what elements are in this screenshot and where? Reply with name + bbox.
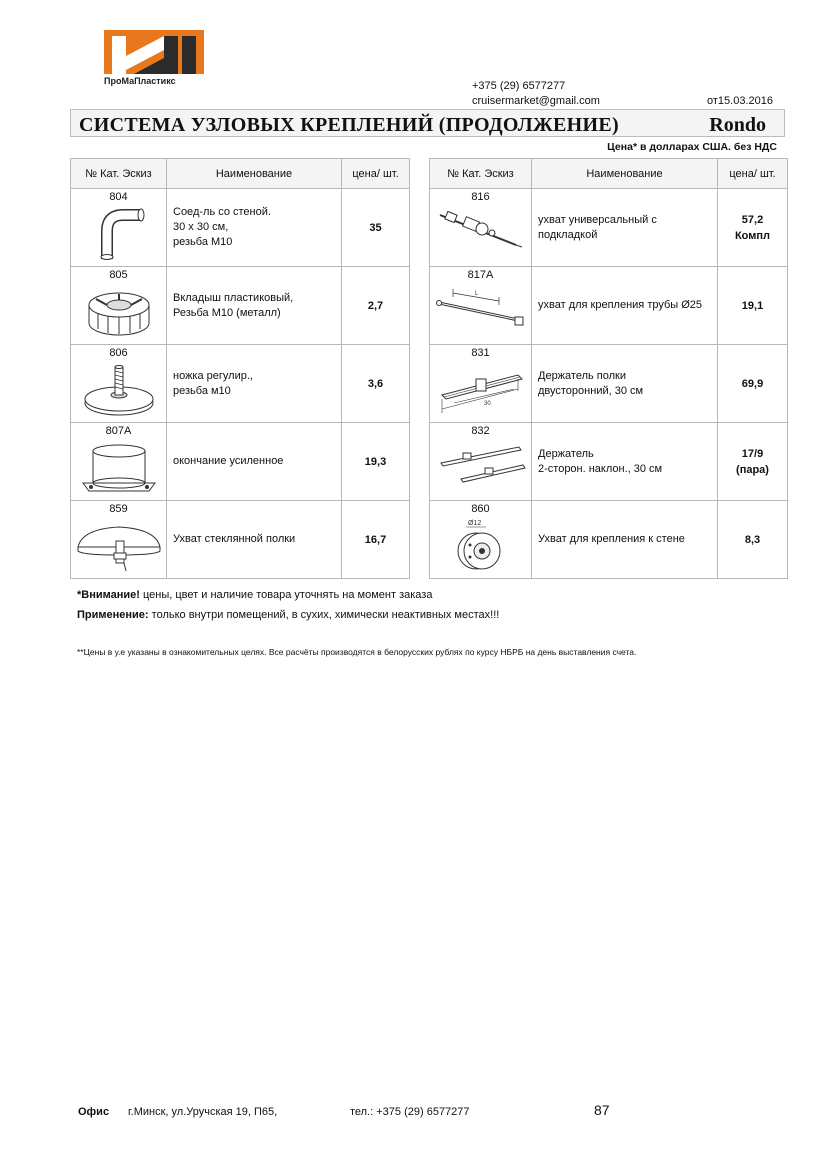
universal-clamp-icon bbox=[436, 205, 526, 255]
logo-text: ПроМаПластикс bbox=[104, 76, 176, 86]
price-table-right bbox=[429, 158, 788, 579]
usage-note bbox=[77, 609, 499, 621]
sketch-cell bbox=[71, 423, 167, 501]
adjustable-foot-icon bbox=[81, 361, 157, 419]
header-price: цена/ шт. bbox=[342, 159, 410, 189]
shelf-holder-icon bbox=[434, 361, 528, 419]
item-name: Соед-ль со стеной. 30 х 30 см, резьба М10 bbox=[167, 189, 342, 267]
dimension-label: 30 bbox=[483, 401, 491, 407]
sketch-cell bbox=[71, 267, 167, 345]
sketch-cell bbox=[430, 501, 532, 579]
sketch-cell bbox=[430, 345, 532, 423]
item-price: 19,1 bbox=[718, 267, 788, 345]
table-row bbox=[430, 501, 788, 579]
footer-phone: тел.: +375 (29) 6577277 bbox=[350, 1106, 470, 1118]
brand-name: Rondo bbox=[709, 114, 766, 136]
attention-text: цены, цвет и наличие товара уточнять на момент заказа bbox=[139, 589, 433, 601]
header-name: Наименование bbox=[532, 159, 718, 189]
inclined-holder-icon bbox=[435, 439, 527, 489]
sketch-cell bbox=[430, 267, 532, 345]
catalog-code: 859 bbox=[109, 503, 128, 515]
catalog-code: 831 bbox=[471, 347, 490, 359]
item-price: 2,7 bbox=[342, 267, 410, 345]
contact-email[interactable]: cruisermarket@gmail.com bbox=[472, 95, 600, 107]
footer-office-label: Офис bbox=[78, 1106, 110, 1118]
price-table-left bbox=[70, 158, 410, 579]
table-row bbox=[430, 423, 788, 501]
attention-label: *Внимание! bbox=[77, 589, 140, 601]
table-row bbox=[430, 345, 788, 423]
item-price: 3,6 bbox=[342, 345, 410, 423]
item-name: Ухват для крепления к стене bbox=[532, 501, 718, 579]
item-price: 8,3 bbox=[718, 501, 788, 579]
item-name: окончание усиленное bbox=[167, 423, 342, 501]
item-name: ножка регулир., резьба м10 bbox=[167, 345, 342, 423]
dimension-label: L bbox=[474, 291, 478, 297]
item-price: 19,3 bbox=[342, 423, 410, 501]
page-number: 87 bbox=[594, 1102, 610, 1118]
sketch-cell bbox=[71, 345, 167, 423]
catalog-code: 807A bbox=[105, 425, 132, 437]
pipe-clamp-icon bbox=[433, 283, 529, 337]
contact-phone: +375 (29) 6577277 bbox=[472, 80, 566, 92]
reinforced-cap-icon bbox=[79, 439, 159, 497]
sketch-cell bbox=[430, 189, 532, 267]
item-name: ухват универсальный с подкладкой bbox=[532, 189, 718, 267]
header-sketch: № Кат. Эскиз bbox=[71, 159, 167, 189]
attention-note bbox=[77, 589, 432, 601]
table-row bbox=[71, 267, 410, 345]
item-price: 57,2 Компл bbox=[718, 189, 788, 267]
page-title: СИСТЕМА УЗЛОВЫХ КРЕПЛЕНИЙ (ПРОДОЛЖЕНИЕ) bbox=[79, 114, 619, 136]
catalog-code: 860 bbox=[471, 503, 490, 515]
catalog-code: 817A bbox=[467, 269, 494, 281]
price-note: Цена* в долларах США. без НДС bbox=[607, 141, 777, 153]
price-disclaimer: **Цены в у.е указаны в ознакомительных целях. Все расчёты производятся в белорусских рублях по курсу НБРБ на день выставления счета. bbox=[77, 647, 637, 657]
sketch-cell bbox=[430, 423, 532, 501]
glass-shelf-clamp-icon bbox=[76, 517, 162, 573]
table-row bbox=[71, 189, 410, 267]
sketch-cell bbox=[71, 189, 167, 267]
plastic-insert-icon bbox=[84, 283, 154, 341]
item-price: 17/9 (пара) bbox=[718, 423, 788, 501]
usage-text: только внутри помещений, в сухих, химически неактивных местах!!! bbox=[148, 609, 500, 621]
wall-mount-icon bbox=[446, 517, 516, 573]
item-name: Ухват стеклянной полки bbox=[167, 501, 342, 579]
catalog-code: 816 bbox=[471, 191, 490, 203]
usage-label: Применение: bbox=[77, 609, 149, 621]
elbow-connector-icon bbox=[89, 205, 149, 261]
item-price: 35 bbox=[342, 189, 410, 267]
table-row bbox=[71, 501, 410, 579]
title-bar bbox=[70, 109, 785, 137]
catalog-code: 804 bbox=[109, 191, 128, 203]
catalog-code: 805 bbox=[109, 269, 128, 281]
footer-address: г.Минск, ул.Уручская 19, П65, bbox=[128, 1106, 278, 1118]
table-row bbox=[430, 267, 788, 345]
table-row bbox=[71, 345, 410, 423]
table-row bbox=[71, 423, 410, 501]
item-name: Держатель 2-сторон. наклон., 30 см bbox=[532, 423, 718, 501]
catalog-code: 832 bbox=[471, 425, 490, 437]
item-name: Держатель полки двусторонний, 30 см bbox=[532, 345, 718, 423]
table-header-row bbox=[430, 159, 788, 189]
document-date: от15.03.2016 bbox=[707, 95, 773, 107]
header-name: Наименование bbox=[167, 159, 342, 189]
header-sketch: № Кат. Эскиз bbox=[430, 159, 532, 189]
header-price: цена/ шт. bbox=[718, 159, 788, 189]
item-price: 16,7 bbox=[342, 501, 410, 579]
catalog-code: 806 bbox=[109, 347, 128, 359]
table-row bbox=[430, 189, 788, 267]
table-header-row bbox=[71, 159, 410, 189]
dimension-label: Ø12 bbox=[467, 520, 481, 527]
sketch-cell bbox=[71, 501, 167, 579]
item-price: 69,9 bbox=[718, 345, 788, 423]
item-name: ухват для крепления трубы Ø25 bbox=[532, 267, 718, 345]
item-name: Вкладыш пластиковый, Резьба М10 (металл) bbox=[167, 267, 342, 345]
